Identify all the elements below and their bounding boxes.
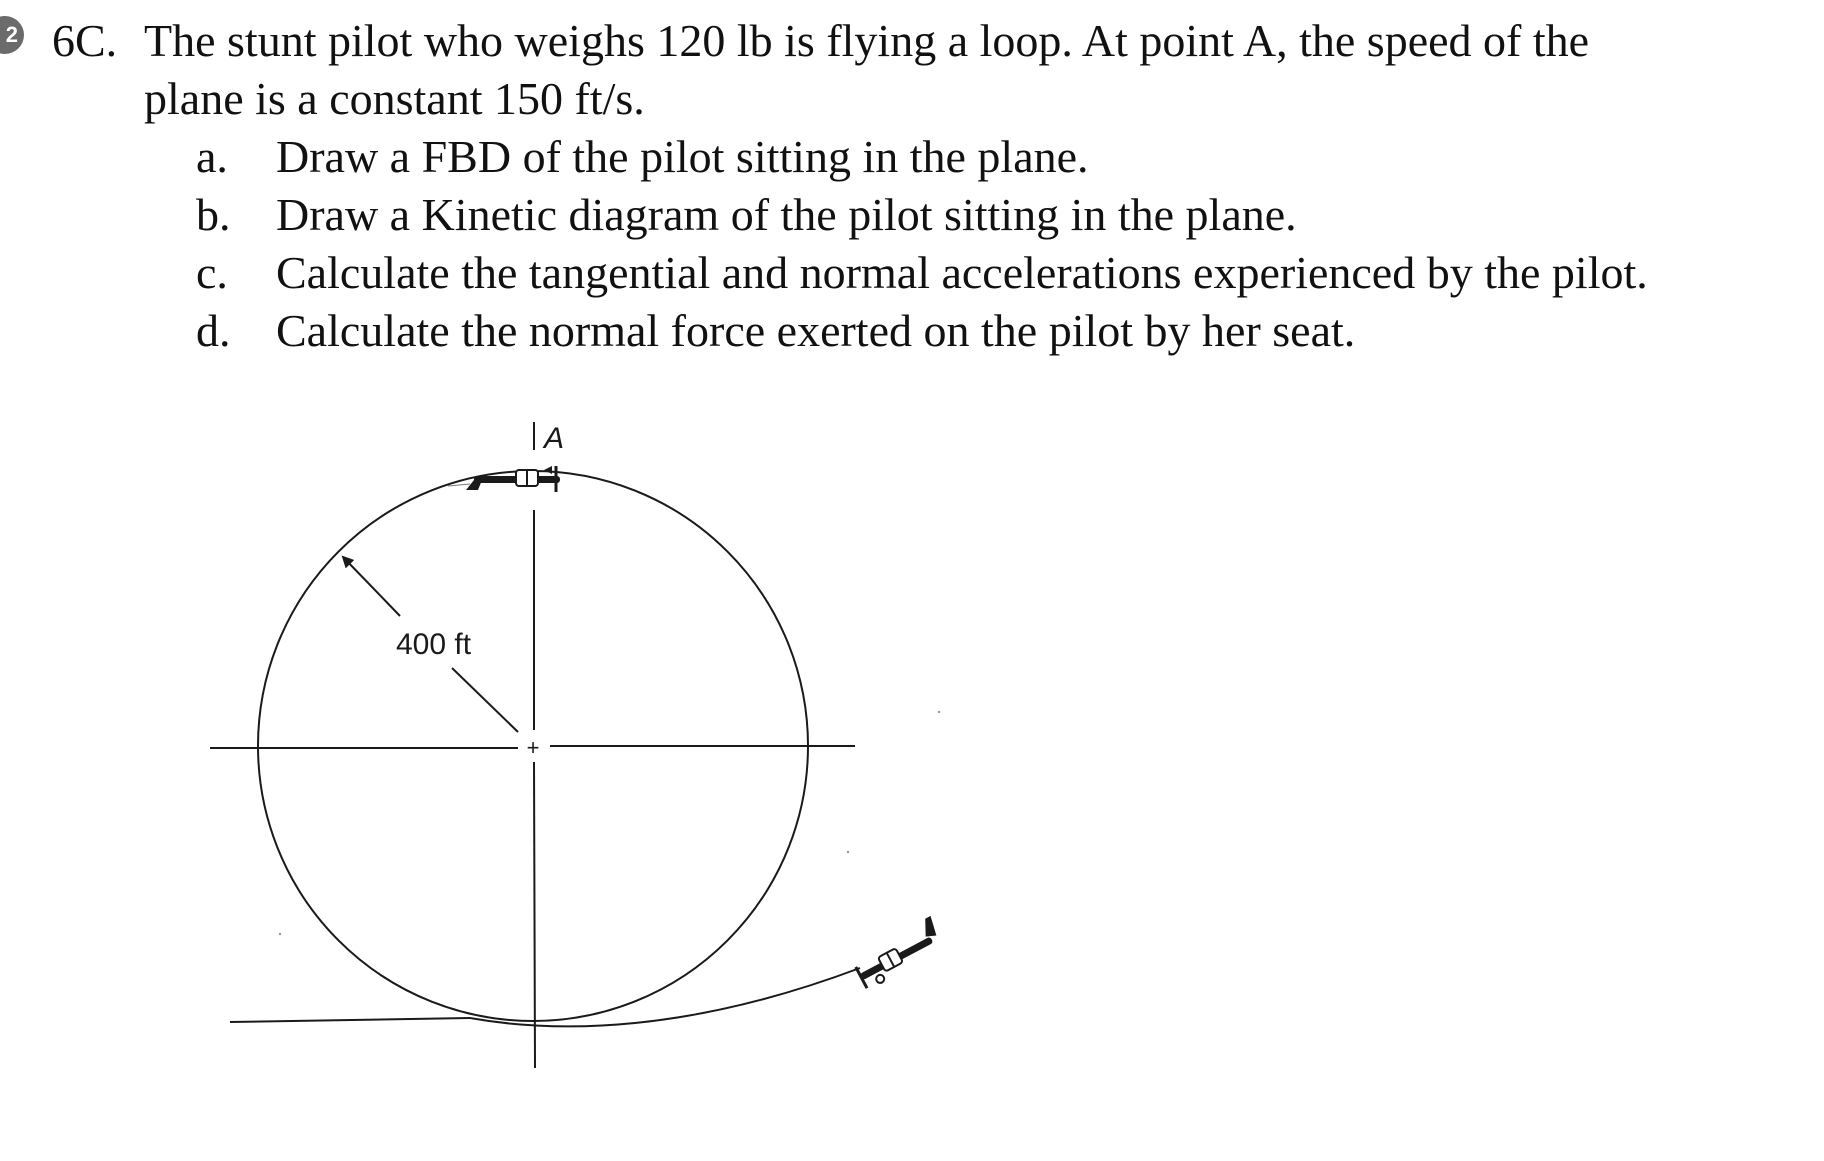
ground-line [230, 1018, 470, 1022]
scan-speck [279, 933, 281, 935]
problem-line-1 [52, 12, 1792, 70]
part-item-d [196, 302, 1648, 360]
part-item-a [196, 128, 1648, 186]
part-letter: a. [196, 131, 228, 182]
problem-parts-list [196, 128, 1648, 360]
question-number-badge: 2 [0, 16, 24, 54]
exit-path [470, 968, 860, 1026]
part-letter: d. [196, 305, 231, 356]
radius-leader [452, 668, 518, 732]
plane-at-exit-icon [851, 916, 947, 990]
point-a-label: A [544, 422, 565, 455]
problem-text-1: The stunt pilot who weighs 120 lb is flying a loop. At point A, the speed of the [144, 15, 1590, 66]
problem-number: 6C. [52, 15, 118, 66]
part-text: Draw a Kinetic diagram of the pilot sitting in the plane. [276, 189, 1297, 240]
radius-arrow [343, 557, 400, 616]
part-text: Calculate the tangential and normal accelerations experienced by the pilot. [276, 247, 1648, 298]
loop-diagram [0, 380, 1824, 1161]
problem-line-2: plane is a constant 150 ft/s. [144, 73, 645, 124]
scan-speck [847, 851, 849, 853]
part-item-c [196, 244, 1648, 302]
part-letter: c. [196, 247, 228, 298]
part-letter: b. [196, 189, 231, 240]
radius-label: 400 ft [396, 628, 472, 661]
part-item-b [196, 186, 1648, 244]
problem-statement [52, 12, 1792, 128]
scan-speck [938, 711, 940, 713]
part-text: Draw a FBD of the pilot sitting in the plane. [276, 131, 1089, 182]
part-text: Calculate the normal force exerted on the pilot by her seat. [276, 305, 1356, 356]
vertical-centerline-lower [534, 762, 535, 1068]
center-mark: + [526, 735, 540, 760]
